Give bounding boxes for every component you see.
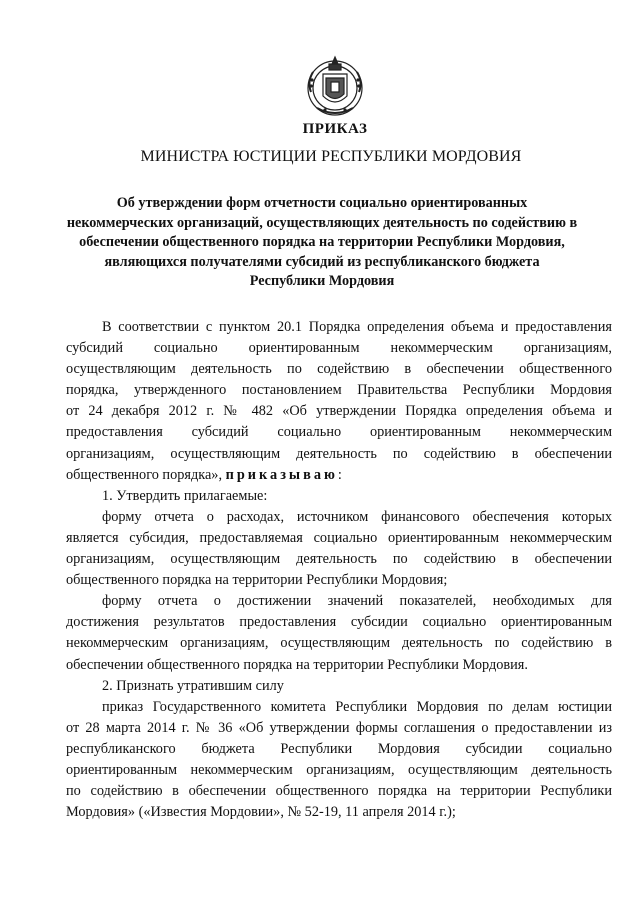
body-line: обеспечении общественного порядка на территории Республики Мордовия. [66, 656, 528, 673]
body-line: субсидий социально ориентированным некоммерческим организациям, [66, 340, 612, 357]
title-line: Республики Мордовия [249, 273, 395, 289]
order-command: приказываю [225, 466, 338, 483]
title-line: являющихся получателями субсидий из республиканского бюджета [104, 253, 540, 270]
document-title [2, 194, 640, 292]
body-line: ориентированным некоммерческим организациям, осуществляющим деятельность [66, 761, 612, 778]
body-line: от 28 марта 2014 г. № 36 «Об утверждении формы соглашения о предоставлении из [66, 719, 612, 736]
title-line: некоммерческих организаций, осуществляющих деятельность по содействию в [66, 214, 578, 231]
title-line: Об утверждении форм отчетности социально ориентированных [116, 195, 528, 211]
body-line: форму отчета о достижении значений показателей, необходимых для [102, 593, 612, 610]
body-line: достижения результатов предоставления субсидии социально ориентированным [66, 614, 612, 631]
document-type: ПРИКАЗ [302, 121, 368, 137]
body-line: Мордовия» («Известия Мордовии», № 52-19, 11 апреля 2014 г.); [66, 804, 456, 821]
body-line: общественного порядка на территории Республики Мордовия; [66, 572, 448, 589]
body-line: приказ Государственного комитета Республики Мордовия по делам юстиции [102, 698, 612, 715]
list-item-heading: 2. Признать утратившим силу [102, 677, 284, 694]
body-line: В соответствии с пунктом 20.1 Порядка определения объема и предоставления [102, 319, 612, 335]
body-line: организациям, осуществляющим деятельность по содействию в обеспечении [66, 551, 612, 568]
body-line: предоставления субсидий социально ориентированным некоммерческим [66, 424, 612, 441]
body-line: организациям, осуществляющим деятельность по содействию в обеспечении [66, 445, 612, 462]
body-line: от 24 декабря 2012 г. № 482 «Об утверждении Порядка определения объема и [66, 403, 612, 420]
body-line: осуществляющим деятельность по содействию в обеспечении общественного [66, 361, 612, 378]
coat-of-arms-emblem [297, 52, 373, 118]
body-text-fragment: общественного порядка», [66, 466, 226, 483]
body-line: по содействию в обеспечении общественного порядка на территории Республики [66, 783, 612, 800]
body-line: является субсидия, предоставляемая социально ориентированным некоммерческим [66, 529, 612, 546]
body-text-fragment: : [337, 466, 342, 483]
body-line: некоммерческим организациям, осуществляющим деятельность по содействию в [66, 635, 612, 652]
document-body [66, 317, 612, 823]
body-line: форму отчета о расходах, источником финансового обеспечения которых [102, 508, 612, 525]
body-line: порядка, утвержденного постановлением Правительства Республики Мордовия [66, 382, 612, 399]
body-line: республиканского бюджета Республики Мордовия субсидии социально [66, 740, 612, 757]
body-line [66, 465, 612, 486]
issuing-authority: МИНИСТРА ЮСТИЦИИ РЕСПУБЛИКИ МОРДОВИЯ [140, 148, 522, 165]
title-line: обеспечении общественного порядка на территории Республики Мордовия, [79, 234, 565, 250]
list-item-heading: 1. Утвердить прилагаемые: [102, 487, 268, 504]
